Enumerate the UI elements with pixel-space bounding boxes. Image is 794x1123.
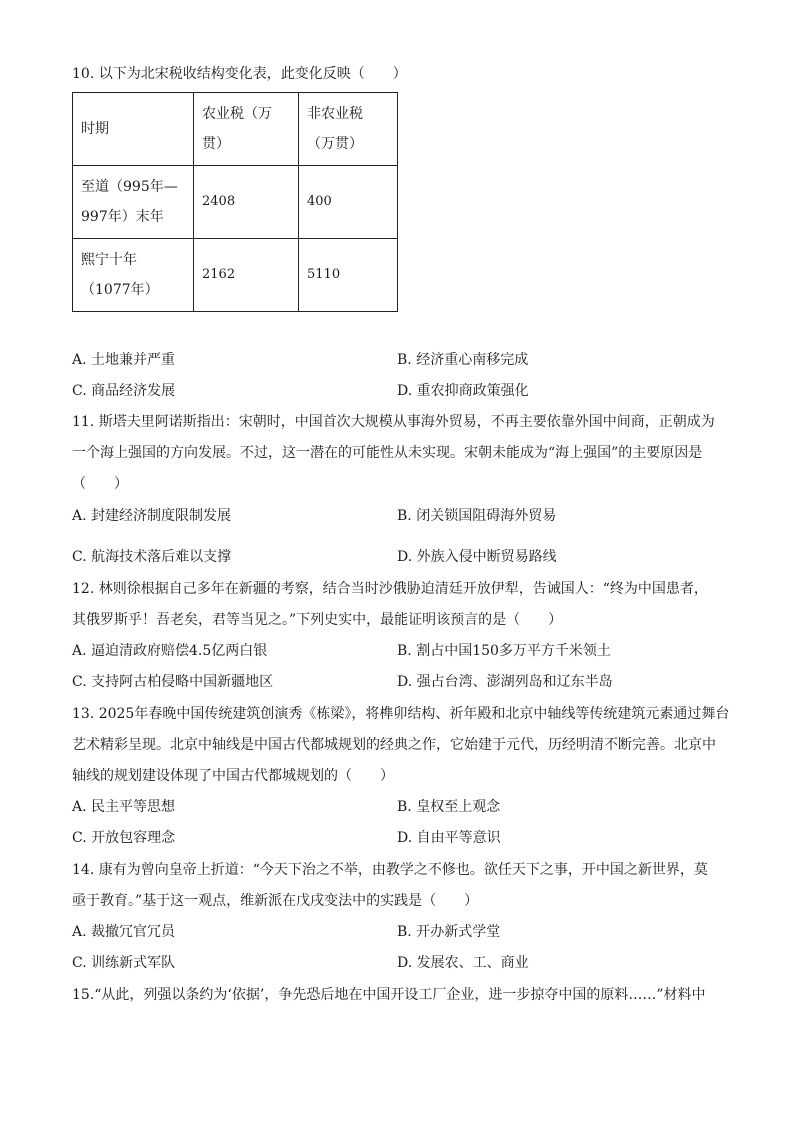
q10-stem: 10. 以下为北宋税收结构变化表，此变化反映（ ） [72,66,407,82]
q14-stem-line-2: 亟于教育。”基于这一观点，维新派在戊戌变法中的实践是（ ） [72,893,479,909]
row2-period: 熙宁十年（1077年） [73,239,194,312]
q12-option-b[interactable]: B. 割占中国150多万平方千米领土 [397,643,611,659]
q11-stem-line-1: 11. 斯塔夫里阿诺斯指出：宋朝时，中国首次大规模从事海外贸易，不再主要依靠外国中间商，正朝成为 [72,414,715,430]
q11-stem-line-2: 一个海上强国的方向发展。不过，这一潜在的可能性从未实现。宋朝未能成为“海上强国”的主要原因是 [72,445,703,461]
q13-stem-line-2: 艺术精彩呈现。北京中轴线是中国古代都城规划的经典之作，它始建于元代，历经明清不断完善。北京中 [72,737,716,753]
q14-option-a[interactable]: A. 裁撤冗官冗员 [72,924,176,940]
q12-option-a[interactable]: A. 逼迫清政府赔偿4.5亿两白银 [72,643,268,659]
row2-nonagri: 5110 [299,239,398,312]
q11-option-b[interactable]: B. 闭关锁国阻碍海外贸易 [397,508,557,524]
q14-stem-line-1: 14. 康有为曾向皇帝上折道：“今天下治之不举，由教学之不修也。欲任天下之事，开中国之新世界，莫 [72,862,708,878]
q11-option-c[interactable]: C. 航海技术落后难以支撑 [72,549,232,565]
header-agri-tax: 农业税（万贯） [194,93,299,166]
q11-option-d[interactable]: D. 外族入侵中断贸易路线 [397,549,557,565]
q12-stem-line-1: 12. 林则徐根据自己多年在新疆的考察，结合当时沙俄胁迫清廷开放伊犁，告诫国人：“终为中国患者， [72,581,708,597]
table-row [73,239,398,312]
q13-stem-line-3: 轴线的规划建设体现了中国古代都城规划的（ ） [72,768,394,784]
tax-table [72,92,398,312]
q14-option-d[interactable]: D. 发展农、工、商业 [397,955,529,971]
q10-option-b[interactable]: B. 经济重心南移完成 [397,352,529,368]
q13-option-d[interactable]: D. 自由平等意识 [397,830,501,846]
table-header-row [73,93,398,166]
q10-option-d[interactable]: D. 重农抑商政策强化 [397,383,529,399]
row1-period: 至道（995年—997年）末年 [73,166,194,239]
q11-option-a[interactable]: A. 封建经济制度限制发展 [72,508,232,524]
q15-stem-line-1: 15.“从此，列强以条约为‘依据’，争先恐后地在中国开设工厂企业，进一步掠夺中国的原料……”材料中 [72,987,706,1003]
q10-option-a[interactable]: A. 土地兼并严重 [72,352,176,368]
q12-stem-line-2: 其俄罗斯乎！吾老矣，君等当见之。”下列史实中，最能证明该预言的是（ ） [72,612,563,628]
q14-option-c[interactable]: C. 训练新式军队 [72,955,176,971]
row2-agri: 2162 [194,239,299,312]
header-nonagri-tax: 非农业税（万贯） [299,93,398,166]
row1-nonagri: 400 [299,166,398,239]
header-period: 时期 [73,93,194,166]
q13-option-b[interactable]: B. 皇权至上观念 [397,799,501,815]
q11-stem-line-3: （ ） [72,476,128,492]
q14-option-b[interactable]: B. 开办新式学堂 [397,924,501,940]
q10-option-c[interactable]: C. 商品经济发展 [72,383,176,399]
q13-stem-line-1: 13. 2025年春晚中国传统建筑创演秀《栋梁》，将榫卯结构、祈年殿和北京中轴线等传统建筑元素通过舞台 [72,706,730,722]
q13-option-c[interactable]: C. 开放包容理念 [72,830,176,846]
q12-option-d[interactable]: D. 强占台湾、澎湖列岛和辽东半岛 [397,674,613,690]
q13-option-a[interactable]: A. 民主平等思想 [72,799,176,815]
q12-option-c[interactable]: C. 支持阿古柏侵略中国新疆地区 [72,674,274,690]
row1-agri: 2408 [194,166,299,239]
table-row [73,166,398,239]
